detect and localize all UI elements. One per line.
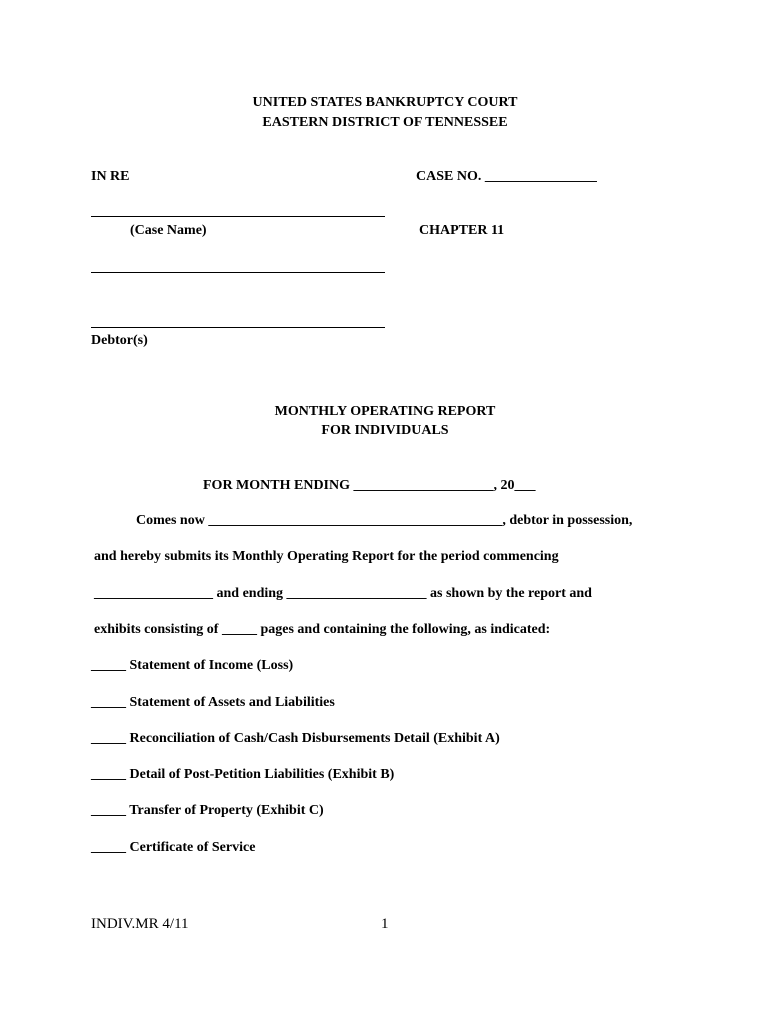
form-id: INDIV.MR 4/11 [91,916,189,932]
report-subtitle: FOR INDIVIDUALS [321,423,449,438]
court-district: EASTERN DISTRICT OF TENNESSEE [262,115,508,130]
court-name: UNITED STATES BANKRUPTCY COURT [252,95,518,110]
case-name-line-1[interactable] [91,216,385,217]
period-line[interactable]: _________________ and ending ____________________ as shown by the report and [94,586,592,601]
case-name-line-2[interactable] [91,272,385,273]
checklist-item-income[interactable]: _____ Statement of Income (Loss) [91,658,294,673]
submits-line: and hereby submits its Monthly Operating Report for the period commencing [94,549,559,564]
checklist-item-assets[interactable]: _____ Statement of Assets and Liabilities [91,695,335,710]
debtors-label: Debtor(s) [91,333,148,348]
case-name-label: (Case Name) [130,223,207,238]
page-number: 1 [381,916,389,932]
checklist-item-transfer[interactable]: _____ Transfer of Property (Exhibit C) [91,803,324,818]
report-title: MONTHLY OPERATING REPORT [274,404,496,419]
exhibits-line[interactable]: exhibits consisting of _____ pages and containing the following, as indicated: [94,622,551,637]
checklist-item-certificate[interactable]: _____ Certificate of Service [91,840,256,855]
checklist-item-reconciliation[interactable]: _____ Reconciliation of Cash/Cash Disbursements Detail (Exhibit A) [91,731,500,746]
in-re-label: IN RE [91,169,130,184]
debtor-name-line[interactable] [91,327,385,328]
chapter-label: CHAPTER 11 [419,223,505,238]
month-ending-line[interactable]: FOR MONTH ENDING ____________________, 20___ [203,478,536,493]
comes-now-line[interactable]: Comes now __________________________________________, debtor in possession, [136,513,633,528]
case-number-field[interactable]: CASE NO. ________________ [416,169,597,184]
checklist-item-liabilities[interactable]: _____ Detail of Post-Petition Liabilities (Exhibit B) [91,767,395,782]
